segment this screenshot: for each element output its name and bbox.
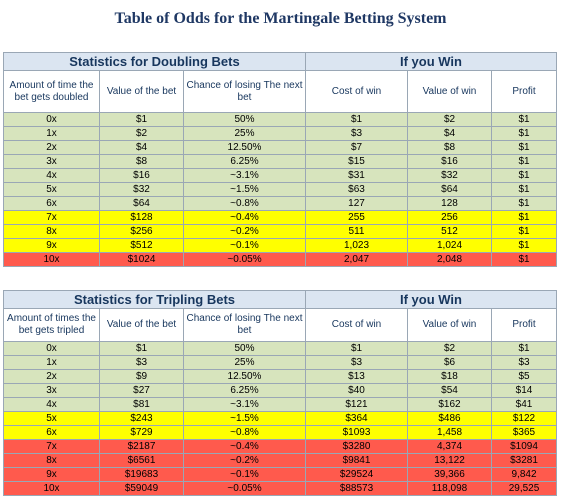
table-cell: 256: [408, 211, 492, 225]
table-cell: ~0.2%: [184, 454, 306, 468]
column-header: Value of the bet: [100, 71, 184, 113]
table-cell: $1: [492, 197, 557, 211]
table-cell: $31: [306, 169, 408, 183]
table-cell: ~0.05%: [184, 253, 306, 267]
table-cell: ~0.8%: [184, 426, 306, 440]
table-cell: 50%: [184, 113, 306, 127]
table-cell: ~0.05%: [184, 482, 306, 496]
table-cell: 7x: [4, 211, 100, 225]
column-header: Cost of win: [306, 71, 408, 113]
table-cell: $121: [306, 398, 408, 412]
table-cell: 12.50%: [184, 370, 306, 384]
table-cell: $1: [306, 113, 408, 127]
table-cell: ~1.5%: [184, 412, 306, 426]
table-cell: 1,024: [408, 239, 492, 253]
table-cell: 0x: [4, 342, 100, 356]
table-row: [4, 370, 557, 384]
table-cell: $32: [100, 183, 184, 197]
table-cell: 255: [306, 211, 408, 225]
table-cell: $8: [100, 155, 184, 169]
table-cell: $13: [306, 370, 408, 384]
table-cell: 7x: [4, 440, 100, 454]
tripling-win-group-title: If you Win: [306, 291, 557, 309]
table-cell: 4,374: [408, 440, 492, 454]
table-cell: $1: [492, 211, 557, 225]
table-cell: 3x: [4, 155, 100, 169]
table-cell: $16: [408, 155, 492, 169]
table-cell: 2x: [4, 370, 100, 384]
table-cell: $14: [492, 384, 557, 398]
table-cell: 8x: [4, 225, 100, 239]
table-cell: ~0.4%: [184, 211, 306, 225]
table-row: [4, 141, 557, 155]
table-row: [4, 253, 557, 267]
table-cell: $2187: [100, 440, 184, 454]
table-row: [4, 211, 557, 225]
table-cell: ~0.4%: [184, 440, 306, 454]
table-row: [4, 225, 557, 239]
table-cell: 6.25%: [184, 384, 306, 398]
table-row: [4, 113, 557, 127]
table-cell: 9x: [4, 239, 100, 253]
table-cell: $1: [492, 127, 557, 141]
table-cell: 6x: [4, 426, 100, 440]
table-cell: $8: [408, 141, 492, 155]
table-cell: 9x: [4, 468, 100, 482]
table-cell: $128: [100, 211, 184, 225]
table-row: [4, 183, 557, 197]
table-cell: $2: [408, 113, 492, 127]
table-cell: $364: [306, 412, 408, 426]
column-header: Chance of losing The next bet: [184, 71, 306, 113]
table-cell: 127: [306, 197, 408, 211]
table-cell: $1: [492, 113, 557, 127]
table-cell: $256: [100, 225, 184, 239]
doubling-table: [3, 52, 557, 267]
table-cell: 2,047: [306, 253, 408, 267]
table-cell: 8x: [4, 454, 100, 468]
table-cell: $1: [492, 342, 557, 356]
table-row: [4, 482, 557, 496]
table-cell: 13,122: [408, 454, 492, 468]
table-cell: $40: [306, 384, 408, 398]
table-cell: ~1.5%: [184, 183, 306, 197]
table-cell: 50%: [184, 342, 306, 356]
table-cell: 29,525: [492, 482, 557, 496]
table-cell: $6: [408, 356, 492, 370]
table-cell: $486: [408, 412, 492, 426]
table-cell: $1: [492, 225, 557, 239]
table-cell: $6561: [100, 454, 184, 468]
page-title: Table of Odds for the Martingale Betting System: [114, 10, 447, 27]
table-cell: $9841: [306, 454, 408, 468]
tripling-table: [3, 290, 557, 496]
table-cell: $512: [100, 239, 184, 253]
table-cell: 1,023: [306, 239, 408, 253]
table-cell: 128: [408, 197, 492, 211]
doubling-group-title: Statistics for Doubling Bets: [4, 53, 306, 71]
table-cell: $365: [492, 426, 557, 440]
table-cell: $1: [492, 169, 557, 183]
table-cell: 4x: [4, 398, 100, 412]
table-row: [4, 342, 557, 356]
table-cell: 39,366: [408, 468, 492, 482]
table-cell: $729: [100, 426, 184, 440]
column-header: Amount of time the bet gets doubled: [4, 71, 100, 113]
table-cell: 5x: [4, 183, 100, 197]
table-cell: 2x: [4, 141, 100, 155]
tripling-group-title: Statistics for Tripling Bets: [4, 291, 306, 309]
table-cell: ~0.2%: [184, 225, 306, 239]
table-cell: $1: [492, 141, 557, 155]
table-row: [4, 454, 557, 468]
table-cell: $3281: [492, 454, 557, 468]
table-cell: $1: [492, 155, 557, 169]
table-cell: $3280: [306, 440, 408, 454]
table-cell: $5: [492, 370, 557, 384]
table-cell: $41: [492, 398, 557, 412]
table-cell: 2,048: [408, 253, 492, 267]
column-header: Profit: [492, 71, 557, 113]
table-cell: $88573: [306, 482, 408, 496]
table-cell: $1093: [306, 426, 408, 440]
table-cell: $27: [100, 384, 184, 398]
column-header: Value of the bet: [100, 309, 184, 342]
table-cell: $1: [100, 113, 184, 127]
column-header: Chance of losing The next bet: [184, 309, 306, 342]
table-row: [4, 412, 557, 426]
table-cell: $9: [100, 370, 184, 384]
table-cell: 3x: [4, 384, 100, 398]
table-cell: $4: [408, 127, 492, 141]
table-cell: $1: [492, 183, 557, 197]
table-cell: $18: [408, 370, 492, 384]
table-cell: $64: [100, 197, 184, 211]
table-cell: $59049: [100, 482, 184, 496]
column-header: Value of win: [408, 309, 492, 342]
table-cell: $54: [408, 384, 492, 398]
table-row: [4, 468, 557, 482]
table-cell: $64: [408, 183, 492, 197]
table-cell: 4x: [4, 169, 100, 183]
table-row: [4, 426, 557, 440]
table-cell: $63: [306, 183, 408, 197]
table-cell: 25%: [184, 127, 306, 141]
table-row: [4, 197, 557, 211]
table-row: [4, 239, 557, 253]
table-cell: 10x: [4, 482, 100, 496]
table-cell: $4: [100, 141, 184, 155]
table-cell: 511: [306, 225, 408, 239]
column-header: Amount of times the bet gets tripled: [4, 309, 100, 342]
table-cell: $243: [100, 412, 184, 426]
table-cell: $1: [100, 342, 184, 356]
table-cell: ~0.1%: [184, 239, 306, 253]
table-cell: $1: [492, 239, 557, 253]
table-cell: 512: [408, 225, 492, 239]
table-cell: 6.25%: [184, 155, 306, 169]
table-cell: $2: [408, 342, 492, 356]
table-row: [4, 384, 557, 398]
table-cell: $2: [100, 127, 184, 141]
table-row: [4, 127, 557, 141]
table-cell: ~0.1%: [184, 468, 306, 482]
table-cell: $19683: [100, 468, 184, 482]
table-cell: $15: [306, 155, 408, 169]
table-cell: 12.50%: [184, 141, 306, 155]
table-row: [4, 155, 557, 169]
table-cell: 118,098: [408, 482, 492, 496]
doubling-win-group-title: If you Win: [306, 53, 557, 71]
table-cell: 1x: [4, 356, 100, 370]
table-cell: $81: [100, 398, 184, 412]
table-cell: ~0.8%: [184, 197, 306, 211]
table-cell: $1: [492, 253, 557, 267]
table-cell: 10x: [4, 253, 100, 267]
table-cell: 9,842: [492, 468, 557, 482]
table-cell: 0x: [4, 113, 100, 127]
table-cell: 6x: [4, 197, 100, 211]
table-cell: $122: [492, 412, 557, 426]
column-header: Cost of win: [306, 309, 408, 342]
table-cell: 5x: [4, 412, 100, 426]
table-cell: $32: [408, 169, 492, 183]
table-cell: $162: [408, 398, 492, 412]
column-header: Profit: [492, 309, 557, 342]
table-cell: $29524: [306, 468, 408, 482]
table-cell: $3: [306, 356, 408, 370]
table-cell: $1094: [492, 440, 557, 454]
table-cell: $3: [306, 127, 408, 141]
table-cell: $1024: [100, 253, 184, 267]
table-cell: $1: [306, 342, 408, 356]
table-row: [4, 169, 557, 183]
table-cell: ~3.1%: [184, 169, 306, 183]
table-cell: 1x: [4, 127, 100, 141]
table-row: [4, 356, 557, 370]
table-cell: 1,458: [408, 426, 492, 440]
table-cell: ~3.1%: [184, 398, 306, 412]
table-cell: $3: [100, 356, 184, 370]
table-cell: 25%: [184, 356, 306, 370]
table-cell: $16: [100, 169, 184, 183]
table-row: [4, 440, 557, 454]
table-cell: $3: [492, 356, 557, 370]
column-header: Value of win: [408, 71, 492, 113]
table-cell: $7: [306, 141, 408, 155]
table-row: [4, 398, 557, 412]
